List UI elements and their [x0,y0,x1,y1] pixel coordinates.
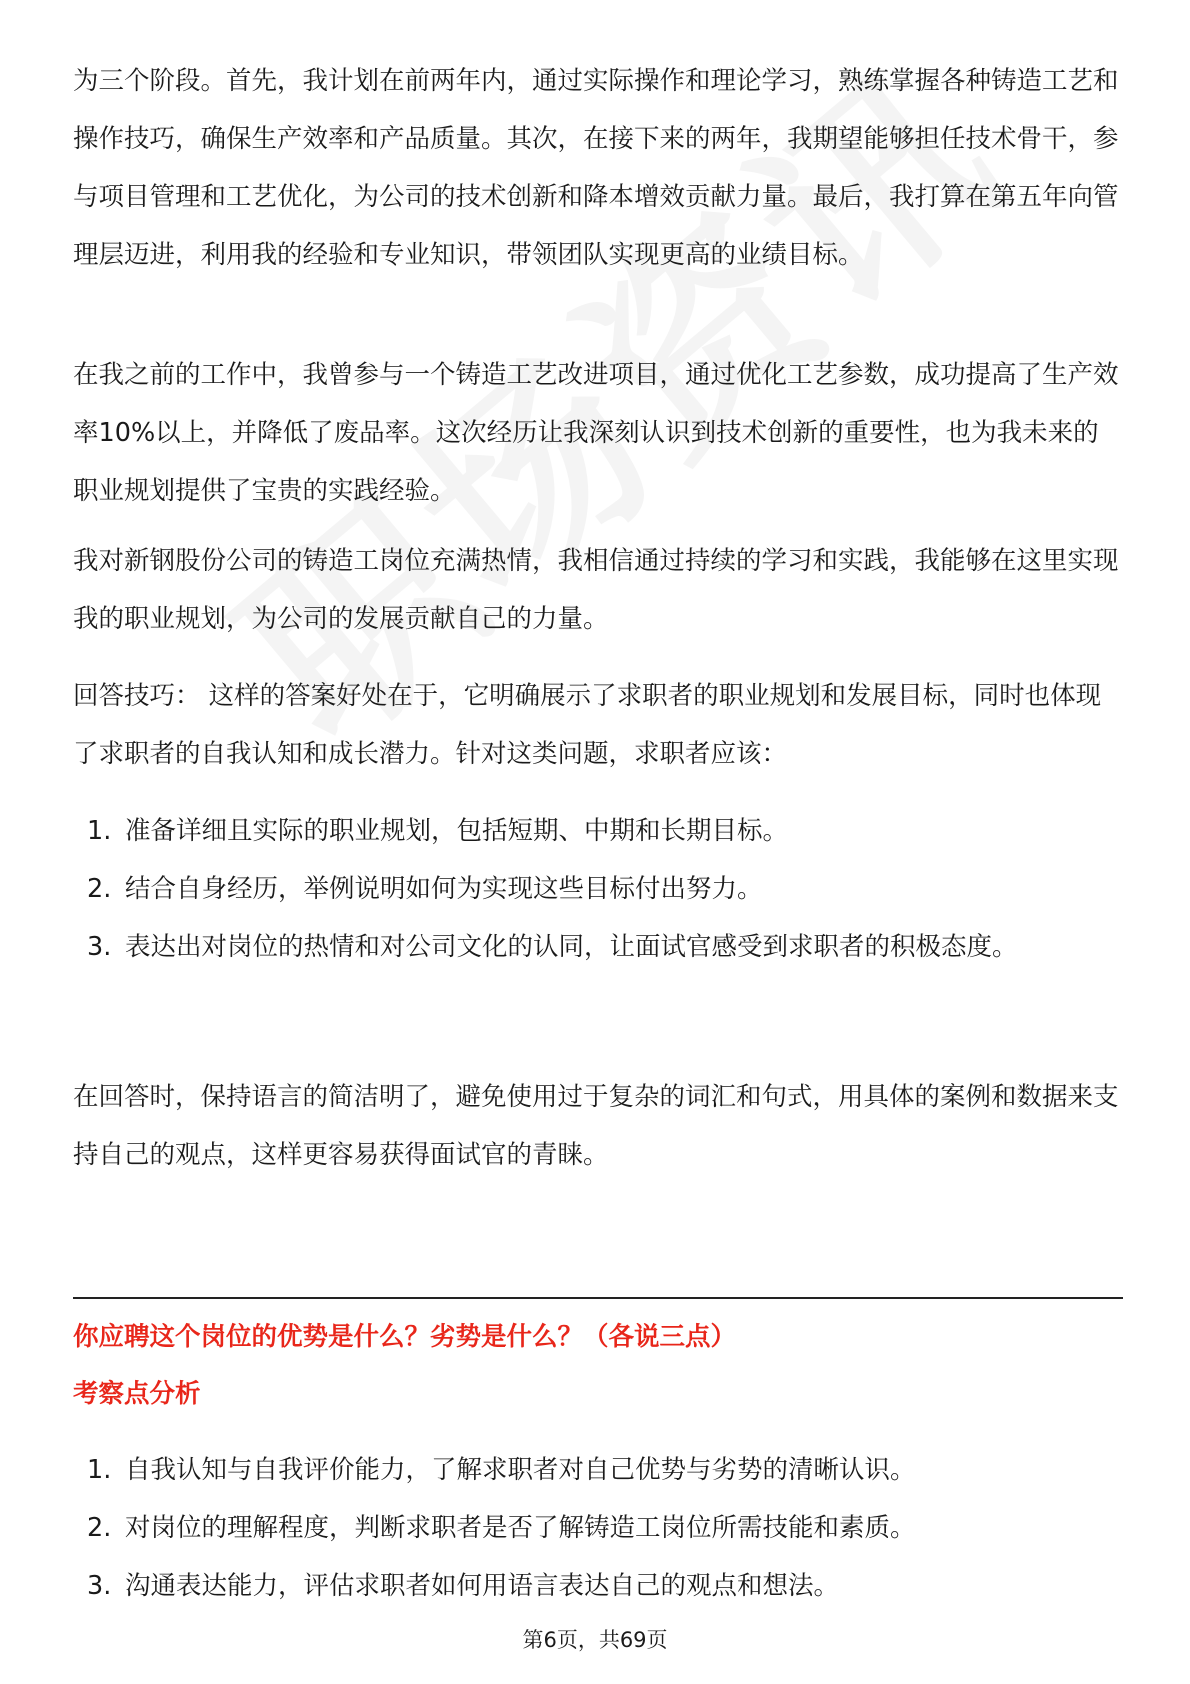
section-divider [73,1297,1123,1299]
list-item [73,802,1123,860]
list-text: 沟通表达能力，评估求职者如何用语言表达自己的观点和想法。 [125,1571,840,1601]
tips-list [73,802,1123,976]
list-number: 2. [87,874,112,904]
list-item [73,918,1123,976]
list-text: 结合自身经历，举例说明如何为实现这些目标付出努力。 [125,874,763,904]
list-text: 表达出对岗位的热情和对公司文化的认同，让面试官感受到求职者的积极态度。 [125,932,1018,962]
paragraph-answer-tips: 回答技巧： 这样的答案好处在于，它明确展示了求职者的职业规划和发展目标，同时也体现了求职者的自我认知和成长潜力。针对这类问题，求职者应该： [73,681,1102,769]
paragraph-answer-advice: 在回答时，保持语言的简洁明了，避免使用过于复杂的词汇和句式，用具体的案例和数据来支持自己的观点，这样更容易获得面试官的青睐。 [73,1082,1119,1170]
list-number: 3. [87,1571,112,1601]
question-heading: 你应聘这个岗位的优势是什么？劣势是什么？（各说三点） [73,1322,737,1352]
list-number: 2. [87,1513,112,1543]
list-text: 自我认知与自我评价能力，了解求职者对自己优势与劣势的清晰认识。 [125,1455,916,1485]
list-number: 1. [87,1455,112,1485]
list-text: 准备详细且实际的职业规划，包括短期、中期和长期目标。 [125,816,789,846]
list-number: 3. [87,932,112,962]
list-item [73,860,1123,918]
analysis-list [73,1441,1123,1615]
list-number: 1. [87,816,112,846]
paragraph-enthusiasm: 我对新钢股份公司的铸造工岗位充满热情，我相信通过持续的学习和实践，我能够在这里实现我的职业规划，为公司的发展贡献自己的力量。 [73,546,1119,634]
list-item [73,1557,1123,1615]
paragraph-career-plan: 为三个阶段。首先，我计划在前两年内，通过实际操作和理论学习，熟练掌握各种铸造工艺和操作技巧，确保生产效率和产品质量。其次，在接下来的两年，我期望能够担任技术骨干，参与项目管理和工艺优化，为公司的技术创新和降本增效贡献力量。最后，我打算在第五年向管理层迈进，利用我的经验和专业知识，带领团队实现更高的业绩目标。 [73,66,1119,270]
list-text: 对岗位的理解程度，判断求职者是否了解铸造工岗位所需技能和素质。 [125,1513,916,1543]
paragraph-past-experience: 在我之前的工作中，我曾参与一个铸造工艺改进项目，通过优化工艺参数，成功提高了生产效率10%以上，并降低了废品率。这次经历让我深刻认识到技术创新的重要性，也为我未来的职业规划提供了宝贵的实践经验。 [73,360,1119,506]
page-footer: 第6页，共69页 [522,1628,668,1652]
list-item [73,1499,1123,1557]
list-item [73,1441,1123,1499]
analysis-heading: 考察点分析 [73,1379,201,1409]
